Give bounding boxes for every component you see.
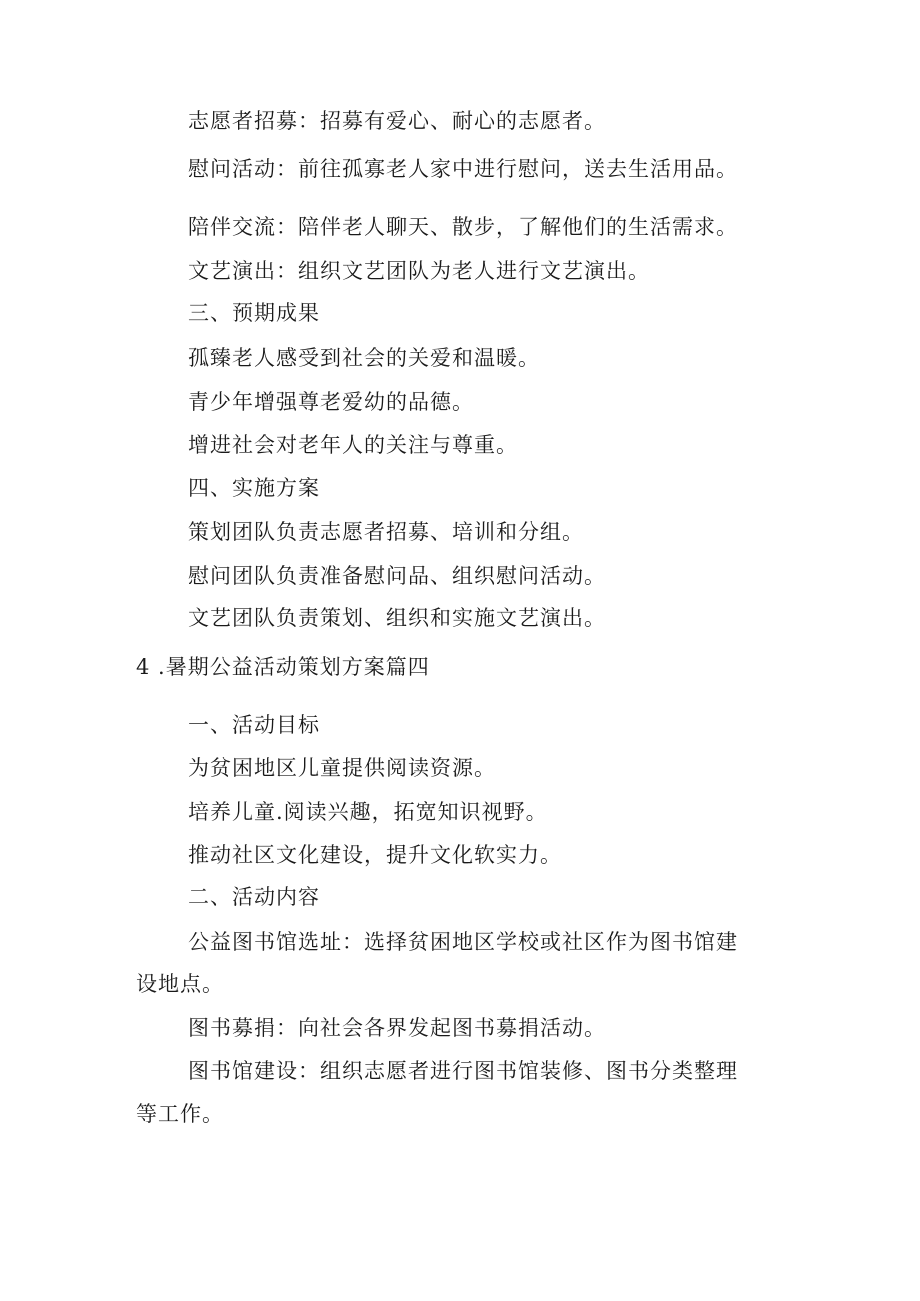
section-heading-expected-results: 三、预期成果: [188, 301, 320, 325]
paragraph-goal-reading-resources: 为贫困地区儿童提供阅读资源。: [188, 756, 496, 780]
paragraph-volunteer-recruitment: 志愿者招募：招募有爱心、耐心的志愿者。: [188, 109, 606, 133]
paragraph-result-youth: 青少年增强尊老爱幼的品德。: [188, 390, 474, 414]
paragraph-library-construction-line1: 图书馆建设：组织志愿者进行图书馆装修、图书分类整理: [188, 1059, 738, 1083]
paragraph-library-construction-line2: 等工作。: [136, 1102, 224, 1126]
paragraph-companionship: 陪伴交流：陪伴老人聊天、散步，了解他们的生活需求。: [188, 215, 738, 239]
paragraph-result-society: 增进社会对老年人的关注与尊重。: [188, 433, 518, 457]
paragraph-result-elderly: 孤臻老人感受到社会的关爱和温暖。: [188, 346, 540, 370]
section-heading-activity-goals: 一、活动目标: [188, 713, 320, 737]
paragraph-planning-team: 策划团队负责志愿者招募、培训和分组。: [188, 520, 584, 544]
paragraph-performance: 文艺演出：组织文艺团队为老人进行文艺演出。: [188, 259, 650, 283]
paragraph-goal-community-culture: 推动社区文化建设，提升文化软实力。: [188, 843, 562, 867]
paragraph-library-site-line1: 公益图书馆选址：选择贫困地区学校或社区作为图书馆建: [188, 930, 738, 954]
paragraph-library-site-line2: 设地点。: [136, 972, 224, 996]
paragraph-visit-team: 慰问团队负责准备慰问品、组织慰问活动。: [188, 564, 606, 588]
paragraph-arts-team: 文艺团队负责策划、组织和实施文艺演出。: [188, 606, 606, 630]
chapter-heading-plan-four: 4 .暑期公益活动策划方案篇四: [136, 655, 430, 679]
paragraph-goal-reading-interest: 培养儿童.阅读兴趣，拓宽知识视野。: [188, 800, 548, 824]
section-heading-implementation: 四、实施方案: [188, 476, 320, 500]
paragraph-book-donation: 图书募捐：向社会各界发起图书募捐活动。: [188, 1016, 606, 1040]
paragraph-visit-activity: 慰问活动：前往孤寡老人家中进行慰问，送去生活用品。: [188, 157, 738, 181]
section-heading-activity-content: 二、活动内容: [188, 885, 320, 909]
